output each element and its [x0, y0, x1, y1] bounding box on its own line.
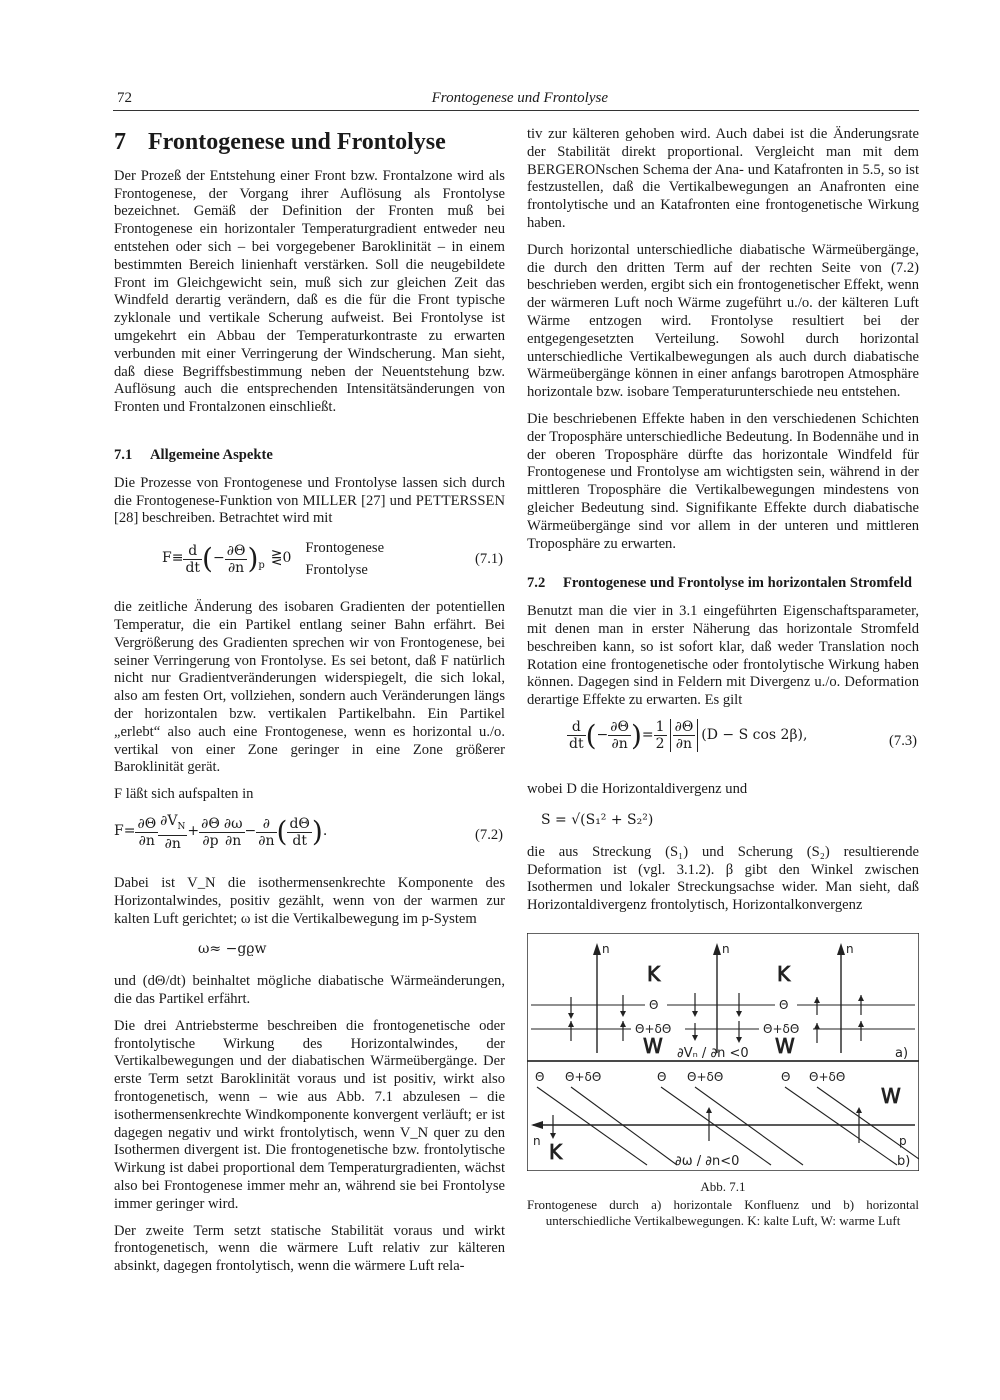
paragraph: die zeitliche Änderung des isobaren Gradienten der potentiellen Temperatur, die ein Partikel entlang seiner Bahn erfährt. Bei Vergrößerung des Gradienten sprechen wir von Frontogenese, bei seiner Verringerung von Frontolyse. Es sei betont, daß F natürlich nicht nur Gradientveränderungen widerspiegelt, die sich lokal, also am festen Ort, vollziehen, sondern auch Veränderungen längs der horizontalen bzw. vertikalen Partikelbahn. Ein Partikel „erlebt“ also auch eine Frontogenese, wenn es horizontal u./o. vertikal von einer Zone geringer in eine Zone größerer Baroklinität gerät.: [114, 599, 505, 776]
eq-fraction: $\frac{d}{dt}$: [185, 542, 201, 576]
section-7-2-heading: [527, 575, 919, 593]
equation-number: (7.1): [475, 551, 503, 568]
equation-number: (7.2): [475, 826, 503, 843]
paragraph: Die Prozesse von Frontogenese und Frontolyse lassen sich durch die Frontogenese-Funktion von MILLER [27] und PETTERSSEN [28] beschreiben. Betrachtet wird mit: [114, 474, 505, 527]
svg-text:Θ: Θ: [657, 1069, 667, 1084]
svg-text:Θ+δΘ: Θ+δΘ: [809, 1069, 846, 1084]
svg-text:Θ: Θ: [649, 997, 659, 1012]
svg-text:Θ: Θ: [535, 1069, 545, 1084]
paragraph: Durch horizontal unterschiedliche diabatische Wärmeübergänge, die durch den dritten Term auf der rechten Seite von (7.2) beschrieben werden, ergibt sich ein frontogenetischer Effekt, wenn der wärmeren Luft noch Wärme zugeführt u./o. der kälteren Luft Wärme entzogen wird. Frontolyse resultiert bei der entgegengesetzten Verteilung. Sowohl durch horizontal unterschiedliche Vertikalbewegungen als auch durch diabatische Wärmeübergänge können in einer anfangs barotropen Atmosphäre horizontale bzw. isobare Temperaturunterschiede neu entstehen.: [527, 241, 919, 401]
paragraph: tiv zur kälteren gehoben wird. Auch dabei ist die Änderungsrate der Stabilität direkt proportional. Vergleicht man mit dem BERGERONschen Schema der Ana- und Katafronten in 5.5, so ist festzustellen, daß die Vertikalbewegungen an Anafronten eine frontolytische und an Katafronten eine frontogenetische Wirkung haben.: [527, 126, 919, 231]
right-column: [527, 126, 919, 1229]
svg-text:a): a): [895, 1045, 909, 1061]
svg-text:n: n: [602, 941, 610, 956]
label-frontolyse: Frontolyse: [305, 562, 368, 579]
caption-title: Abb. 7.1: [700, 1178, 746, 1194]
header-rule: [113, 110, 919, 111]
paragraph: wobei D die Horizontaldivergenz und: [527, 780, 748, 797]
paragraph: F läßt sich aufspalten in: [114, 786, 254, 803]
left-column: [114, 126, 505, 1285]
svg-text:K: K: [549, 1139, 563, 1164]
paragraph: Der zweite Term setzt statische Stabilität voraus und wirkt frontogenetisch, wenn die wärmere Luft relativ zur kälteren absinkt, dagegen frontolytisch, wenn die wärmere Luft rela-: [114, 1222, 505, 1275]
equation-7-2: F= $\frac{\partial\Theta}{\partial n}$ $\frac{\partial V_N}{\partial n}$ + $\frac{\partial\Theta}{\partial p}$ $\frac{\partial\omega}{\partial n}$ − $\frac{\partial}{\partial n}$ ( $\frac{d\Theta}{dt}$ ) . (7.2): [114, 812, 503, 852]
equation-number: (7.3): [889, 732, 917, 749]
chapter-number: 7: [114, 129, 126, 155]
chapter-intro: Der Prozeß der Entstehung einer Front bzw. Frontalzone wird als Frontogenese, der Vorgang ihrer Auflösung als Frontolyse bezeichnet. Gemäß der Definition der Fronten muß bei Frontogenese ein horizontaler Temperaturgradient entweder neu entstehen oder sich – bei vorgegebener Baroklinität – in einem bestimmten Bereich linienhaft verstärken. Soll die neugebildete Front im Gleichgewicht sein, muß sich zur gleichen Zeit das Windfeld derartig verändern, daß es die für die Front typische zyklonale und vertikale Scherung aufweist. Bei Frontolyse ist umgekehrt ein Abbau der Temperaturkontraste zu erwarten verbunden mit einer Verringerung der Windscherung. Man sieht, daß diese Begriffsbestimmung neben der Neuentstehung bzw. Auflösung auch die entsprechenden Intensitätsänderungen von Fronten und Frontalzonen einschließt.: [114, 167, 505, 416]
svg-text:p: p: [899, 1133, 907, 1148]
paragraph: Benutzt man die vier in 3.1 eingeführten Eigenschaftsparameter, mit denen man in erster Näherung das horizontale Stromfeld beschreiben kann, so ist sofort klar, daß weder Translation noch Rotation eine frontogenetische oder frontolytische Wirkung haben können. Dagegen sind in Feldern mit Divergenz u./o. Deformation derartige Effekte zu erwarten. Es gilt: [527, 603, 919, 709]
svg-text:W: W: [775, 1033, 795, 1058]
eq-lhs: F≡: [162, 550, 184, 567]
equation-7-3: $\frac{d}{dt}$ ( − $\frac{\partial\Theta}{\partial n}$ ) = $\frac{1}{2}$ $\frac{\partial\Theta}{\partial n}$ (D − S cos 2β), (7.3): [569, 718, 917, 752]
svg-text:W: W: [881, 1083, 901, 1108]
svg-text:∂Vₙ / ∂n <0: ∂Vₙ / ∂n <0: [677, 1045, 749, 1061]
equation-omega: ω≈ −gϱw: [198, 941, 267, 958]
equation-s: S = √(S₁² + S₂²): [541, 811, 654, 828]
svg-text:n: n: [722, 941, 730, 956]
eq-relation: ⋛0: [270, 550, 292, 567]
svg-text:Θ+δΘ: Θ+δΘ: [687, 1069, 724, 1084]
paragraph: Die drei Antriebsterme beschreiben die frontogenetische oder frontolytische Wirkung des Horizontalwindes, der Vertikalbewegungen und der diabatischen Wärmeübergänge. Der erste Term setzt Baroklinität voraus und ist positiv, wirkt also frontogenetisch, wenn – wie aus Abb. 7.1 abzulesen – die isothermensenkrechte Windkomponente konvergent verläuft; er ist dagegen negativ und wirkt frontolytisch, wenn V_N quer zu den Isothermen divergent ist. Die frontogenetische bzw. frontolytische Wirkung ist dabei proportional dem Temperaturgradienten, wächst also bei Frontogenese immer mehr an, während sie bei Frontolyse immer geringer wird.: [114, 1017, 505, 1212]
section-number: 7.1: [114, 446, 133, 463]
chapter-title: Frontogenese und Frontolyse: [148, 129, 446, 155]
svg-text:n: n: [846, 941, 854, 956]
equation-7-1: F≡ $\frac{d}{dt}$ ( − $\frac{\partial\Theta}{\partial n}$ ) $_p$ ⋛0 Frontogenese Frontolyse (7.1): [114, 537, 505, 589]
svg-text:K: K: [777, 961, 791, 986]
section-7-1-heading: [114, 447, 505, 465]
svg-text:K: K: [647, 961, 661, 986]
section-title: Allgemeine Aspekte: [150, 446, 273, 463]
section-title: Frontogenese und Frontolyse im horizontalen Stromfeld: [563, 575, 913, 592]
figure-caption: [527, 1179, 919, 1229]
panel-a: [527, 933, 919, 1061]
chapter-heading: [114, 129, 505, 155]
paragraph: und (dΘ/dt) beinhaltet mögliche diabatische Wärmeänderungen, die das Partikel erfährt.: [114, 973, 505, 1008]
svg-text:∂ω / ∂n<0: ∂ω / ∂n<0: [675, 1153, 740, 1169]
caption-body: Frontogenese durch a) horizontale Konfluenz und b) horizontal unterschiedliche Vertikalbewegungen. K: kalte Luft, W: warme Luft: [527, 1196, 919, 1228]
label-frontogenese: Frontogenese: [305, 540, 385, 557]
paragraph: Dabei ist V_N die isothermensenkrechte Komponente des Horizontalwindes, positiv gezählt, wenn von der warmen zur kalten Luft gerichtet; ω ist die Vertikalbewegung im p-System: [114, 874, 505, 927]
paragraph: die aus Streckung (S₁) und Scherung (S₂) resultierende Deformation ist (vgl. 3.1.2). β gibt den Winkel zwischen Isothermen und lokaler Streckungsachse wider. Man sieht, daß Horizontaldivergenz frontolytisch, Horizontalkonvergenz: [527, 843, 919, 914]
page-number: 72: [117, 90, 132, 106]
svg-text:Θ+δΘ: Θ+δΘ: [635, 1021, 672, 1036]
svg-text:b): b): [897, 1153, 911, 1169]
svg-text:Θ: Θ: [779, 997, 789, 1012]
figure-diagram: [527, 933, 919, 1171]
paragraph: Die beschriebenen Effekte haben in den verschiedenen Schichten der Troposphäre unterschiedliche Bedeutung. In Bodennähe und in der oberen Troposphäre dürfte das horizontale Windfeld für Frontogenese und Frontolyse am wichtigsten sein, während in der mittleren Troposphäre die Vertikalbewegungen mindestens von gleicher Bedeutung sind. Signifikante Effekte durch diabatische Wärmeübergänge sind vor allem in der unteren und mittleren Troposphäre zu erwarten.: [527, 410, 919, 552]
figure-7-1: [527, 933, 919, 1229]
section-number: 7.2: [527, 575, 546, 592]
svg-text:n: n: [533, 1133, 541, 1148]
panel-b: [527, 1061, 919, 1171]
running-title: Frontogenese und Frontolyse: [431, 90, 608, 106]
svg-text:Θ+δΘ: Θ+δΘ: [565, 1069, 602, 1084]
svg-text:Θ+δΘ: Θ+δΘ: [763, 1021, 800, 1036]
svg-text:W: W: [643, 1033, 663, 1058]
eq-fraction: $\frac{\partial\Theta}{\partial n}$: [226, 542, 246, 576]
svg-text:Θ: Θ: [781, 1069, 791, 1084]
